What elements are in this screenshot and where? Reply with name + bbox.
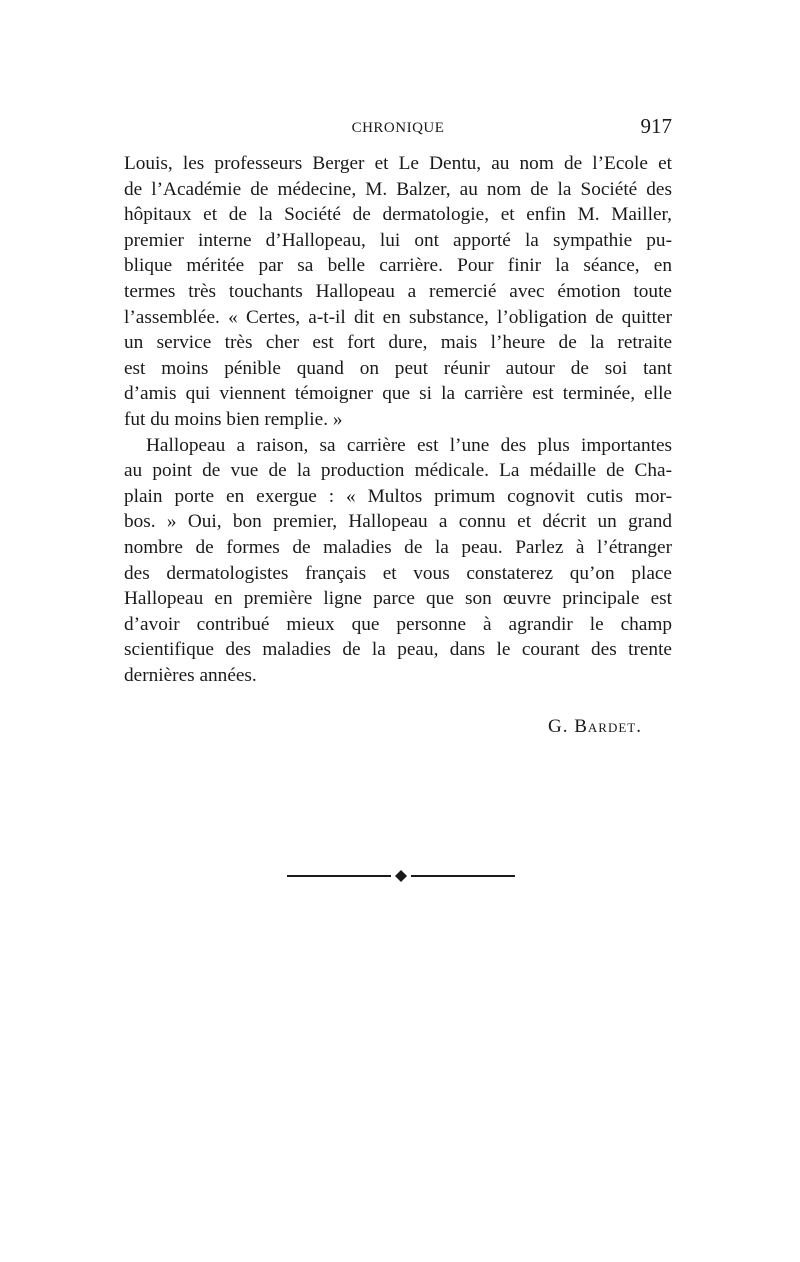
page-number: 917 [640, 114, 672, 138]
text-line: fut du moins bien remplie. » [124, 408, 343, 430]
text-line: des dermatologistes français et vous constaterez qu’on place [124, 562, 672, 584]
text-line: d’avoir contribué mieux que personne à agrandir le champ [124, 613, 672, 635]
divider-rule-right [411, 875, 515, 877]
author-signature: G. Bardet. [548, 716, 642, 737]
text-line: est moins pénible quand on peut réunir autour de soi tant [124, 357, 672, 379]
paragraph-1 [124, 151, 672, 433]
body-text [124, 151, 672, 688]
text-line: dernières années. [124, 664, 257, 686]
text-line: au point de vue de la production médicale. La médaille de Cha- [124, 460, 672, 482]
text-line: Hallopeau en première ligne parce que son œuvre principale est [124, 588, 672, 610]
text-line: de l’Académie de médecine, M. Balzer, au nom de la Société des [124, 178, 672, 200]
text-line: termes très touchants Hallopeau a remercié avec émotion toute [124, 280, 672, 302]
divider-rule-left [287, 875, 391, 877]
running-title: CHRONIQUE [351, 120, 445, 136]
section-divider [287, 869, 515, 883]
text-line: Louis, les professeurs Berger et Le Dentu, au nom de l’Ecole et [124, 153, 672, 174]
paragraph-2 [124, 433, 672, 689]
text-line: bos. » Oui, bon premier, Hallopeau a connu et décrit un grand [124, 511, 672, 533]
text-line: hôpitaux et de la Société de dermatologie, et enfin M. Mailler, [124, 204, 672, 226]
text-line: plain porte en exergue : « Multos primum cognovit cutis mor- [124, 485, 672, 507]
text-line: premier interne d’Hallopeau, lui ont apporté la sympathie pu- [124, 229, 672, 251]
text-line: scientifique des maladies de la peau, dans le courant des trente [124, 639, 672, 661]
text-line: blique méritée par sa belle carrière. Pour finir la séance, en [124, 255, 672, 277]
running-head [124, 114, 672, 142]
text-line: un service très cher est fort dure, mais l’heure de la retraite [124, 332, 672, 354]
diamond-ornament-icon [394, 869, 408, 883]
text-line: l’assemblée. « Certes, a-t-il dit en substance, l’obligation de quitter [124, 306, 672, 328]
text-line: nombre de formes de maladies de la peau. Parlez à l’étranger [124, 536, 672, 558]
text-line: d’amis qui viennent témoigner que si la carrière est terminée, elle [124, 383, 672, 405]
text-line: Hallopeau a raison, sa carrière est l’une des plus importantes [146, 434, 672, 456]
